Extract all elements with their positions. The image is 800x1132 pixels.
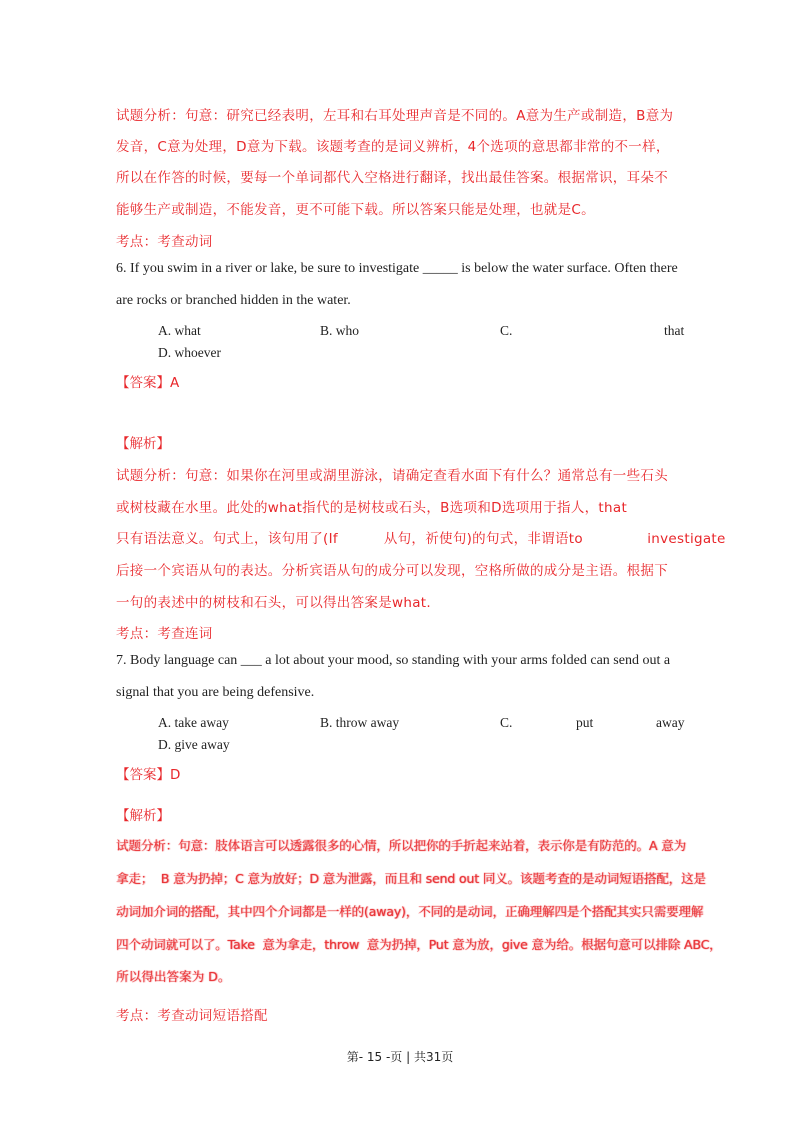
q6-option-a: A. what bbox=[158, 323, 201, 338]
q7-option-c-word-2: away bbox=[656, 715, 685, 730]
q6-option-c-letter: C. bbox=[500, 323, 513, 338]
q7-analysis-line-4: 四个动词就可以了。Take 意为拿走，throw 意为扔掉，Put 意为放，give 意为给。根据句意可以排除 ABC， bbox=[116, 937, 722, 952]
q6-analysis-line-2: 或树枝藏在水里。此处的what指代的是树枝或石头，B选项和D选项用于指人，that bbox=[116, 500, 628, 516]
q6-stem-line-2: are rocks or branched hidden in the water. bbox=[116, 293, 351, 308]
q6-kaodian: 考点：考查连词 bbox=[116, 626, 213, 642]
q6-analysis-line-4: 后接一个宾语从句的表达。分析宾语从句的成分可以发现，空格所做的成分是主语。根据下 bbox=[116, 563, 668, 579]
q7-option-a: A. take away bbox=[158, 715, 229, 730]
q7-analysis-line-1: 试题分析：句意：肢体语言可以透露很多的心情，所以把你的手折起来站着，表示你是有防范的。A 意为 bbox=[116, 838, 686, 853]
q6-option-d: D. whoever bbox=[158, 345, 221, 360]
q7-jiexi-heading: 【解析】 bbox=[116, 808, 170, 824]
q5-analysis-line-1: 试题分析：句意：研究已经表明，左耳和右耳处理声音是不同的。A意为生产或制造，B意为 bbox=[116, 108, 674, 124]
q7-stem-line-1: 7. Body language can ___ a lot about your mood, so standing with your arms folded can send out a bbox=[116, 653, 671, 668]
q6-analysis-line-5: 一句的表述中的树枝和石头，可以得出答案是what. bbox=[116, 595, 431, 611]
q5-analysis-line-2: 发音，C意为处理，D意为下载。该题考查的是词义辨析，4个选项的意思都非常的不一样， bbox=[116, 139, 670, 155]
q7-kaodian: 考点：考查动词短语搭配 bbox=[116, 1008, 268, 1024]
q7-answer: 【答案】D bbox=[116, 767, 181, 783]
q6-analysis-line-1: 试题分析：句意：如果你在河里或湖里游泳，请确定查看水面下有什么？通常总有一些石头 bbox=[116, 468, 668, 484]
q6-option-b: B. who bbox=[320, 323, 360, 338]
q5-kaodian: 考点：考查动词 bbox=[116, 234, 213, 250]
q7-option-c-letter: C. bbox=[500, 715, 513, 730]
q7-analysis-line-5: 所以得出答案为 D。 bbox=[116, 969, 231, 984]
q7-analysis-line-2: 拿走； B 意为扔掉；C 意为放好；D 意为泄露，而且和 send out 同义。该题考查的是动词短语搭配，这是 bbox=[116, 871, 706, 886]
q6-analysis-line-3: 只有语法意义。句式上，该句用了(If 从句，祈使句)的句式，非谓语to investigate bbox=[116, 531, 726, 547]
q5-analysis-line-3: 所以在作答的时候，要每一个单词都代入空格进行翻译，找出最佳答案。根据常识，耳朵不 bbox=[116, 170, 668, 186]
q6-stem-line-1: 6. If you swim in a river or lake, be sure to investigate _____ is below the water surface. Often there bbox=[116, 261, 678, 276]
q5-analysis-line-4: 能够生产或制造，不能发音，更不可能下载。所以答案只能是处理，也就是C。 bbox=[116, 202, 595, 218]
q7-analysis-line-3: 动词加介词的搭配，其中四个介词都是一样的(away)，不同的是动词，正确理解四是个搭配其实只需要理解 bbox=[116, 904, 704, 919]
q6-jiexi-heading: 【解析】 bbox=[116, 436, 170, 452]
q6-answer: 【答案】A bbox=[116, 375, 180, 391]
q7-option-d: D. give away bbox=[158, 737, 230, 752]
q7-stem-line-2: signal that you are being defensive. bbox=[116, 685, 315, 700]
page-footer: 第- 15 -页 | 共31页 bbox=[346, 1050, 454, 1064]
q7-option-c-word-1: put bbox=[576, 715, 594, 730]
q7-option-b: B. throw away bbox=[320, 715, 400, 730]
q6-option-c-word: that bbox=[664, 323, 685, 338]
